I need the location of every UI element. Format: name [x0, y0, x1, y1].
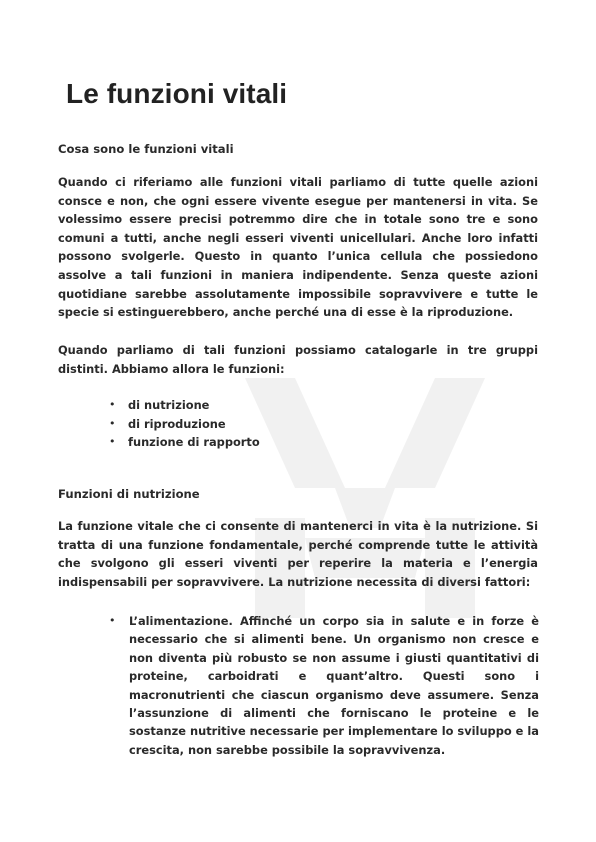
list-item: • di riproduzione	[109, 415, 260, 434]
list-item: • L’alimentazione. Affinché un corpo sia in salute e in forze è necessario che si alimenti bene. Un organismo non cresce e non diventa più robusto se non assume i giusti quantitativi di proteine, carboidrati e quant’altro. Questi sono i macronutrienti che ciascun organismo deve assumere. Senza l’assunzione di alimenti che forniscano le proteine e le sostanze nutritive necessarie per implementare lo sviluppo e la crescita, non sarebbe possibile la sopravvivenza.	[109, 612, 539, 759]
nutrition-paragraph: La funzione vitale che ci consente di mantenerci in vita è la nutrizione. Si tratta di una funzione fondamentale, perché comprende tutte le attività che svolgono gli esseri viventi per reperire la materia e l’energia indispensabili per sopravvivere. La nutrizione necessita di diversi fattori:	[58, 519, 538, 589]
list-item: • funzione di rapporto	[109, 433, 260, 452]
functions-list	[109, 396, 260, 452]
groups-paragraph: Quando parliamo di tali funzioni possiamo catalogarle in tre gruppi distinti. Abbiamo allora le funzioni:	[58, 343, 538, 376]
nutrition-factors-list	[109, 612, 539, 759]
section-heading-what-are: Cosa sono le funzioni vitali	[58, 142, 234, 156]
page-title: Le funzioni vitali	[66, 78, 288, 109]
section-heading-nutrition: Funzioni di nutrizione	[58, 487, 200, 501]
intro-paragraph: Quando ci riferiamo alle funzioni vitali parliamo di tutte quelle azioni consce e non, che ogni essere vivente esegue per mantenersi in vita. Se volessimo essere precisi potremmo dire che in totale sono tre e sono comuni a tutti, anche negli esseri viventi unicellulari. Anche loro infatti possono svolgerle. Questo in quanto l’unica cellula che possiedono assolve a tali funzioni in maniera indipendente. Senza queste azioni quotidiane sarebbe assolutamente impossibile sopravvivere e tutte le specie si estinguerebbero, anche perché una di esse è la riproduzione.	[58, 175, 538, 320]
list-item: • di nutrizione	[109, 396, 260, 415]
